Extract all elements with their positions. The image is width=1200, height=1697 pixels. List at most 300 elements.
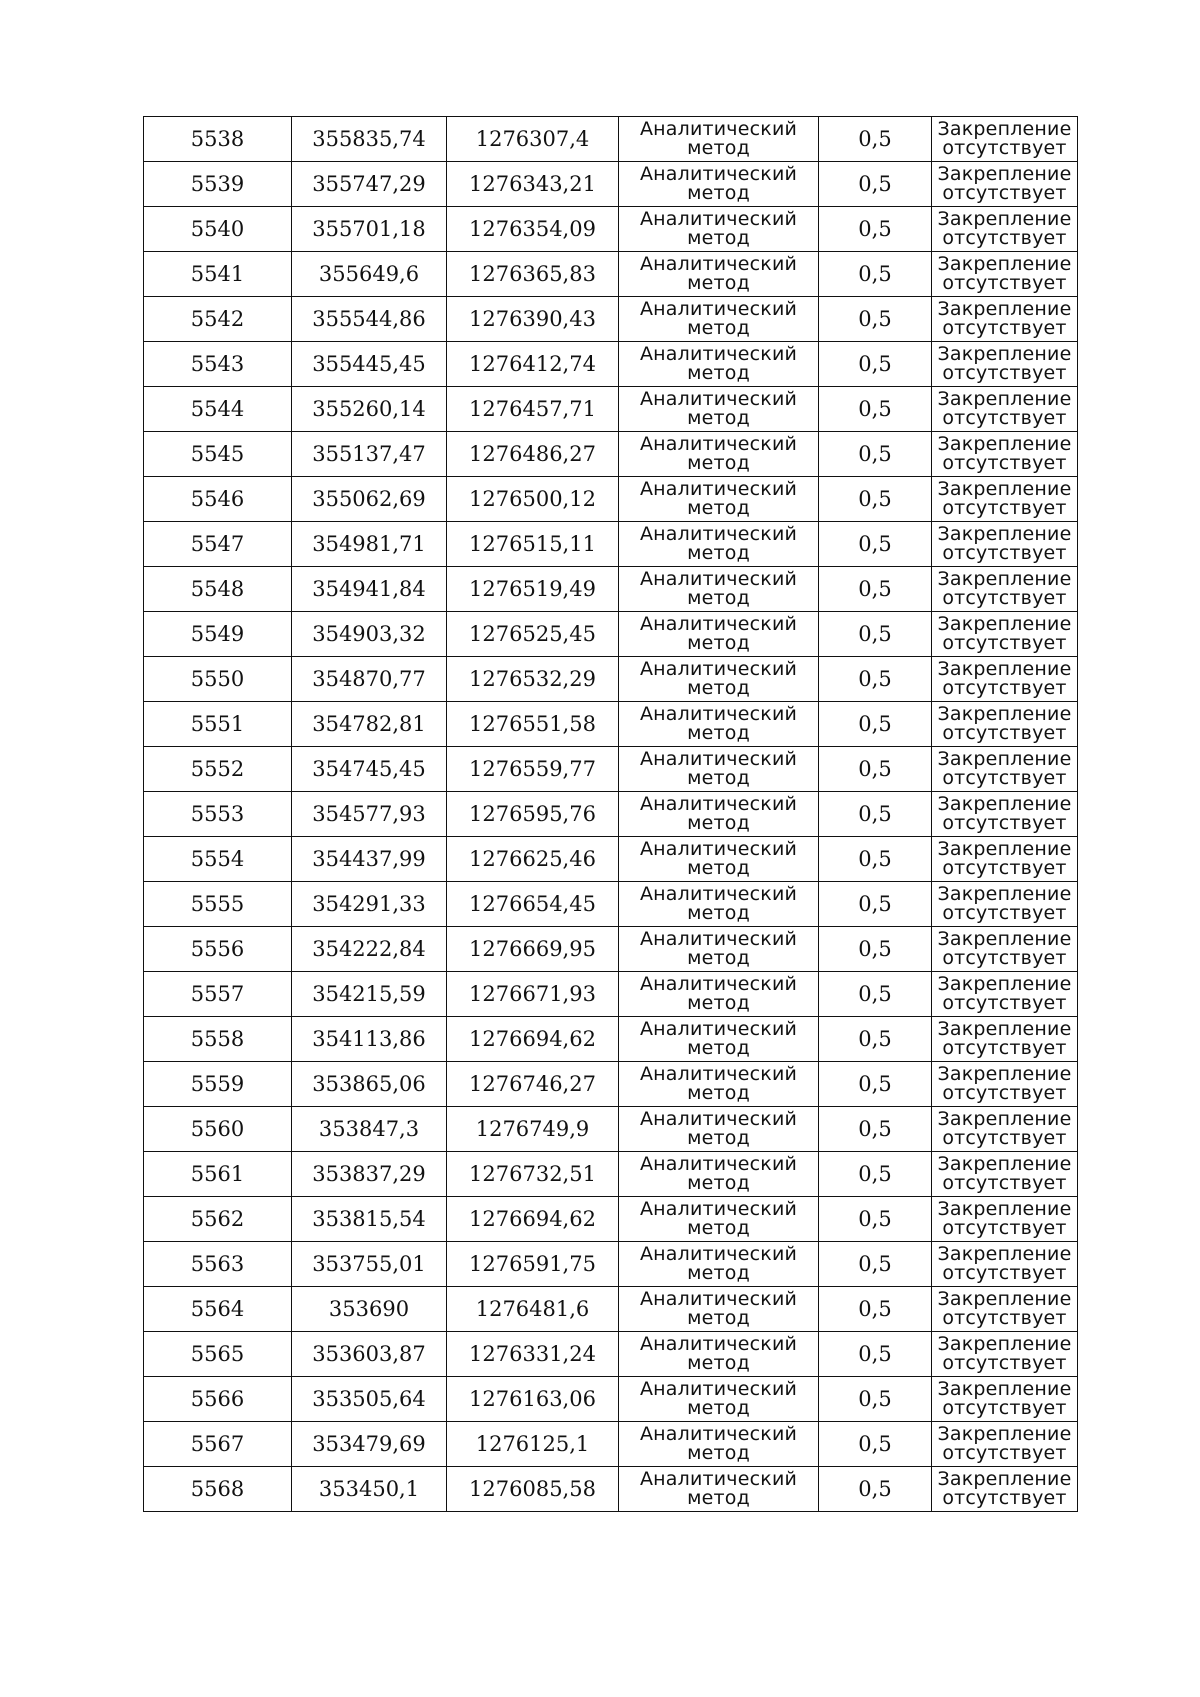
method-text: Аналитический: [639, 208, 798, 230]
table-row: [144, 387, 1078, 432]
x-coordinate-cell: 354782,81: [292, 702, 447, 747]
point-number-cell: 5561: [144, 1152, 292, 1197]
point-number-cell: 5568: [144, 1467, 292, 1512]
fixation-cell: [932, 612, 1078, 657]
accuracy-cell: 0,5: [819, 1197, 932, 1242]
method-cell: [619, 972, 819, 1017]
table-row: [144, 252, 1078, 297]
fixation-text: Закрепление: [937, 1153, 1072, 1175]
y-coordinate-cell: 1276163,06: [447, 1377, 619, 1422]
fixation-text: отсутствует: [942, 452, 1067, 474]
fixation-cell: [932, 297, 1078, 342]
method-cell: [619, 432, 819, 477]
table-row: [144, 117, 1078, 162]
x-coordinate-cell: 354437,99: [292, 837, 447, 882]
fixation-text: Закрепление: [937, 1378, 1072, 1400]
y-coordinate-cell: 1276519,49: [447, 567, 619, 612]
table-row: [144, 1197, 1078, 1242]
y-coordinate-cell: 1276331,24: [447, 1332, 619, 1377]
method-text: Аналитический: [639, 838, 798, 860]
table-row: [144, 207, 1078, 252]
fixation-cell: [932, 1017, 1078, 1062]
point-number-cell: 5546: [144, 477, 292, 522]
x-coordinate-cell: 355701,18: [292, 207, 447, 252]
x-coordinate-cell: 353690: [292, 1287, 447, 1332]
method-cell: [619, 1107, 819, 1152]
point-number-cell: 5544: [144, 387, 292, 432]
method-text: Аналитический: [639, 298, 798, 320]
fixation-cell: [932, 702, 1078, 747]
method-text: метод: [687, 902, 750, 924]
fixation-text: Закрепление: [937, 298, 1072, 320]
method-cell: [619, 612, 819, 657]
table-row: [144, 1287, 1078, 1332]
fixation-text: Закрепление: [937, 568, 1072, 590]
point-number-cell: 5545: [144, 432, 292, 477]
fixation-text: Закрепление: [937, 163, 1072, 185]
method-text: метод: [687, 1127, 750, 1149]
point-number-cell: 5550: [144, 657, 292, 702]
x-coordinate-cell: 353837,29: [292, 1152, 447, 1197]
point-number-cell: 5552: [144, 747, 292, 792]
fixation-cell: [932, 162, 1078, 207]
table-row: [144, 342, 1078, 387]
method-cell: [619, 207, 819, 252]
y-coordinate-cell: 1276365,83: [447, 252, 619, 297]
method-text: метод: [687, 722, 750, 744]
point-number-cell: 5554: [144, 837, 292, 882]
fixation-text: отсутствует: [942, 1037, 1067, 1059]
fixation-text: Закрепление: [937, 388, 1072, 410]
point-number-cell: 5560: [144, 1107, 292, 1152]
method-cell: [619, 387, 819, 432]
table-row: [144, 1017, 1078, 1062]
table-row: [144, 747, 1078, 792]
x-coordinate-cell: 353603,87: [292, 1332, 447, 1377]
method-text: Аналитический: [639, 163, 798, 185]
method-cell: [619, 297, 819, 342]
table-row: [144, 1467, 1078, 1512]
accuracy-cell: 0,5: [819, 1467, 932, 1512]
fixation-cell: [932, 387, 1078, 432]
accuracy-cell: 0,5: [819, 702, 932, 747]
accuracy-cell: 0,5: [819, 387, 932, 432]
fixation-text: Закрепление: [937, 208, 1072, 230]
y-coordinate-cell: 1276500,12: [447, 477, 619, 522]
method-cell: [619, 1242, 819, 1287]
fixation-cell: [932, 1242, 1078, 1287]
fixation-text: Закрепление: [937, 973, 1072, 995]
fixation-text: Закрепление: [937, 523, 1072, 545]
fixation-cell: [932, 252, 1078, 297]
table-row: [144, 522, 1078, 567]
point-number-cell: 5558: [144, 1017, 292, 1062]
fixation-text: Закрепление: [937, 658, 1072, 680]
x-coordinate-cell: 355445,45: [292, 342, 447, 387]
x-coordinate-cell: 354941,84: [292, 567, 447, 612]
accuracy-cell: 0,5: [819, 207, 932, 252]
fixation-text: отсутствует: [942, 677, 1067, 699]
table-row: [144, 972, 1078, 1017]
table-row: [144, 702, 1078, 747]
method-text: метод: [687, 182, 750, 204]
method-text: Аналитический: [639, 1198, 798, 1220]
x-coordinate-cell: 353450,1: [292, 1467, 447, 1512]
method-text: метод: [687, 407, 750, 429]
table-row: [144, 657, 1078, 702]
fixation-text: Закрепление: [937, 748, 1072, 770]
fixation-text: отсутствует: [942, 1217, 1067, 1239]
y-coordinate-cell: 1276749,9: [447, 1107, 619, 1152]
x-coordinate-cell: 355835,74: [292, 117, 447, 162]
fixation-cell: [932, 927, 1078, 972]
fixation-cell: [932, 792, 1078, 837]
method-text: метод: [687, 1037, 750, 1059]
x-coordinate-cell: 354222,84: [292, 927, 447, 972]
fixation-cell: [932, 117, 1078, 162]
method-cell: [619, 567, 819, 612]
fixation-text: отсутствует: [942, 1397, 1067, 1419]
table-row: [144, 567, 1078, 612]
point-number-cell: 5541: [144, 252, 292, 297]
fixation-text: отсутствует: [942, 542, 1067, 564]
method-cell: [619, 927, 819, 972]
x-coordinate-cell: 354577,93: [292, 792, 447, 837]
fixation-text: Закрепление: [937, 1333, 1072, 1355]
fixation-cell: [932, 1197, 1078, 1242]
y-coordinate-cell: 1276390,43: [447, 297, 619, 342]
table-row: [144, 297, 1078, 342]
accuracy-cell: 0,5: [819, 1377, 932, 1422]
point-number-cell: 5538: [144, 117, 292, 162]
coordinates-table-body: [144, 117, 1078, 1512]
method-text: Аналитический: [639, 883, 798, 905]
accuracy-cell: 0,5: [819, 567, 932, 612]
method-text: метод: [687, 362, 750, 384]
method-text: метод: [687, 767, 750, 789]
x-coordinate-cell: 355649,6: [292, 252, 447, 297]
fixation-text: отсутствует: [942, 632, 1067, 654]
method-text: Аналитический: [639, 253, 798, 275]
fixation-cell: [932, 342, 1078, 387]
accuracy-cell: 0,5: [819, 927, 932, 972]
point-number-cell: 5539: [144, 162, 292, 207]
fixation-text: отсутствует: [942, 722, 1067, 744]
fixation-text: Закрепление: [937, 1063, 1072, 1085]
y-coordinate-cell: 1276669,95: [447, 927, 619, 972]
accuracy-cell: 0,5: [819, 1062, 932, 1107]
method-cell: [619, 477, 819, 522]
method-text: Аналитический: [639, 568, 798, 590]
fixation-text: Закрепление: [937, 1288, 1072, 1310]
method-text: метод: [687, 1172, 750, 1194]
method-text: Аналитический: [639, 1378, 798, 1400]
fixation-cell: [932, 1107, 1078, 1152]
method-text: Аналитический: [639, 478, 798, 500]
accuracy-cell: 0,5: [819, 1017, 932, 1062]
fixation-text: Закрепление: [937, 118, 1072, 140]
fixation-text: отсутствует: [942, 1082, 1067, 1104]
fixation-text: отсутствует: [942, 137, 1067, 159]
method-text: Аналитический: [639, 388, 798, 410]
y-coordinate-cell: 1276486,27: [447, 432, 619, 477]
method-text: метод: [687, 497, 750, 519]
fixation-text: Закрепление: [937, 1018, 1072, 1040]
accuracy-cell: 0,5: [819, 612, 932, 657]
method-text: метод: [687, 1307, 750, 1329]
fixation-text: Закрепление: [937, 478, 1072, 500]
y-coordinate-cell: 1276085,58: [447, 1467, 619, 1512]
method-text: метод: [687, 1352, 750, 1374]
method-cell: [619, 1332, 819, 1377]
fixation-text: отсутствует: [942, 767, 1067, 789]
method-text: Аналитический: [639, 1153, 798, 1175]
point-number-cell: 5563: [144, 1242, 292, 1287]
method-text: метод: [687, 1442, 750, 1464]
fixation-text: Закрепление: [937, 613, 1072, 635]
method-text: метод: [687, 227, 750, 249]
method-text: Аналитический: [639, 973, 798, 995]
table-row: [144, 162, 1078, 207]
accuracy-cell: 0,5: [819, 252, 932, 297]
fixation-cell: [932, 747, 1078, 792]
fixation-text: отсутствует: [942, 497, 1067, 519]
point-number-cell: 5547: [144, 522, 292, 567]
y-coordinate-cell: 1276595,76: [447, 792, 619, 837]
table-row: [144, 1107, 1078, 1152]
fixation-text: Закрепление: [937, 1108, 1072, 1130]
x-coordinate-cell: 354215,59: [292, 972, 447, 1017]
accuracy-cell: 0,5: [819, 882, 932, 927]
accuracy-cell: 0,5: [819, 1152, 932, 1197]
fixation-text: отсутствует: [942, 407, 1067, 429]
fixation-text: отсутствует: [942, 1172, 1067, 1194]
x-coordinate-cell: 353815,54: [292, 1197, 447, 1242]
method-cell: [619, 522, 819, 567]
table-row: [144, 477, 1078, 522]
method-text: метод: [687, 1217, 750, 1239]
table-row: [144, 927, 1078, 972]
method-cell: [619, 837, 819, 882]
accuracy-cell: 0,5: [819, 837, 932, 882]
method-cell: [619, 1197, 819, 1242]
y-coordinate-cell: 1276671,93: [447, 972, 619, 1017]
method-cell: [619, 1017, 819, 1062]
method-text: Аналитический: [639, 1108, 798, 1130]
fixation-cell: [932, 1377, 1078, 1422]
y-coordinate-cell: 1276481,6: [447, 1287, 619, 1332]
y-coordinate-cell: 1276457,71: [447, 387, 619, 432]
method-text: метод: [687, 1397, 750, 1419]
point-number-cell: 5556: [144, 927, 292, 972]
point-number-cell: 5555: [144, 882, 292, 927]
x-coordinate-cell: 353865,06: [292, 1062, 447, 1107]
method-text: Аналитический: [639, 433, 798, 455]
fixation-cell: [932, 1467, 1078, 1512]
y-coordinate-cell: 1276307,4: [447, 117, 619, 162]
method-text: метод: [687, 947, 750, 969]
fixation-cell: [932, 882, 1078, 927]
table-row: [144, 612, 1078, 657]
y-coordinate-cell: 1276525,45: [447, 612, 619, 657]
method-text: Аналитический: [639, 748, 798, 770]
accuracy-cell: 0,5: [819, 747, 932, 792]
fixation-cell: [932, 432, 1078, 477]
method-text: Аналитический: [639, 658, 798, 680]
fixation-text: отсутствует: [942, 992, 1067, 1014]
y-coordinate-cell: 1276694,62: [447, 1017, 619, 1062]
fixation-cell: [932, 1062, 1078, 1107]
table-row: [144, 1332, 1078, 1377]
method-text: метод: [687, 857, 750, 879]
method-text: Аналитический: [639, 1018, 798, 1040]
method-text: метод: [687, 632, 750, 654]
point-number-cell: 5559: [144, 1062, 292, 1107]
fixation-text: отсутствует: [942, 272, 1067, 294]
fixation-text: Закрепление: [937, 1243, 1072, 1265]
accuracy-cell: 0,5: [819, 1332, 932, 1377]
accuracy-cell: 0,5: [819, 117, 932, 162]
table-row: [144, 1242, 1078, 1287]
fixation-text: отсутствует: [942, 362, 1067, 384]
accuracy-cell: 0,5: [819, 972, 932, 1017]
method-text: метод: [687, 1262, 750, 1284]
accuracy-cell: 0,5: [819, 522, 932, 567]
method-text: Аналитический: [639, 118, 798, 140]
method-text: Аналитический: [639, 1063, 798, 1085]
table-row: [144, 1062, 1078, 1107]
x-coordinate-cell: 353479,69: [292, 1422, 447, 1467]
fixation-text: Закрепление: [937, 253, 1072, 275]
fixation-text: отсутствует: [942, 1352, 1067, 1374]
method-cell: [619, 162, 819, 207]
point-number-cell: 5551: [144, 702, 292, 747]
method-text: метод: [687, 272, 750, 294]
y-coordinate-cell: 1276532,29: [447, 657, 619, 702]
x-coordinate-cell: 355544,86: [292, 297, 447, 342]
y-coordinate-cell: 1276343,21: [447, 162, 619, 207]
method-text: метод: [687, 587, 750, 609]
y-coordinate-cell: 1276551,58: [447, 702, 619, 747]
method-cell: [619, 882, 819, 927]
point-number-cell: 5562: [144, 1197, 292, 1242]
fixation-text: Закрепление: [937, 928, 1072, 950]
fixation-text: отсутствует: [942, 857, 1067, 879]
method-text: метод: [687, 1082, 750, 1104]
method-text: Аналитический: [639, 523, 798, 545]
x-coordinate-cell: 354291,33: [292, 882, 447, 927]
method-text: метод: [687, 542, 750, 564]
point-number-cell: 5543: [144, 342, 292, 387]
fixation-text: отсутствует: [942, 1127, 1067, 1149]
y-coordinate-cell: 1276654,45: [447, 882, 619, 927]
method-text: Аналитический: [639, 1243, 798, 1265]
point-number-cell: 5564: [144, 1287, 292, 1332]
y-coordinate-cell: 1276732,51: [447, 1152, 619, 1197]
accuracy-cell: 0,5: [819, 297, 932, 342]
point-number-cell: 5565: [144, 1332, 292, 1377]
method-text: метод: [687, 317, 750, 339]
method-text: Аналитический: [639, 703, 798, 725]
y-coordinate-cell: 1276746,27: [447, 1062, 619, 1107]
table-row: [144, 837, 1078, 882]
method-cell: [619, 657, 819, 702]
method-text: метод: [687, 1487, 750, 1509]
x-coordinate-cell: 354903,32: [292, 612, 447, 657]
fixation-text: отсутствует: [942, 1262, 1067, 1284]
fixation-text: Закрепление: [937, 433, 1072, 455]
fixation-cell: [932, 477, 1078, 522]
table-row: [144, 792, 1078, 837]
method-text: метод: [687, 137, 750, 159]
fixation-text: Закрепление: [937, 1468, 1072, 1490]
y-coordinate-cell: 1276125,1: [447, 1422, 619, 1467]
x-coordinate-cell: 354745,45: [292, 747, 447, 792]
y-coordinate-cell: 1276694,62: [447, 1197, 619, 1242]
x-coordinate-cell: 353755,01: [292, 1242, 447, 1287]
x-coordinate-cell: 355137,47: [292, 432, 447, 477]
table-row: [144, 882, 1078, 927]
method-text: Аналитический: [639, 1288, 798, 1310]
x-coordinate-cell: 354113,86: [292, 1017, 447, 1062]
method-text: метод: [687, 452, 750, 474]
fixation-text: Закрепление: [937, 703, 1072, 725]
accuracy-cell: 0,5: [819, 792, 932, 837]
point-number-cell: 5540: [144, 207, 292, 252]
x-coordinate-cell: 354870,77: [292, 657, 447, 702]
method-text: Аналитический: [639, 1333, 798, 1355]
fixation-text: отсутствует: [942, 227, 1067, 249]
fixation-text: отсутствует: [942, 1487, 1067, 1509]
fixation-cell: [932, 1422, 1078, 1467]
fixation-text: Закрепление: [937, 793, 1072, 815]
method-cell: [619, 1152, 819, 1197]
fixation-text: отсутствует: [942, 587, 1067, 609]
x-coordinate-cell: 355260,14: [292, 387, 447, 432]
fixation-text: Закрепление: [937, 343, 1072, 365]
method-cell: [619, 1377, 819, 1422]
fixation-cell: [932, 207, 1078, 252]
method-text: Аналитический: [639, 1468, 798, 1490]
method-cell: [619, 792, 819, 837]
x-coordinate-cell: 353505,64: [292, 1377, 447, 1422]
y-coordinate-cell: 1276412,74: [447, 342, 619, 387]
table-row: [144, 1152, 1078, 1197]
point-number-cell: 5548: [144, 567, 292, 612]
method-cell: [619, 747, 819, 792]
table-row: [144, 1422, 1078, 1467]
y-coordinate-cell: 1276354,09: [447, 207, 619, 252]
x-coordinate-cell: 353847,3: [292, 1107, 447, 1152]
table-row: [144, 432, 1078, 477]
fixation-text: отсутствует: [942, 812, 1067, 834]
method-text: Аналитический: [639, 793, 798, 815]
fixation-text: Закрепление: [937, 1423, 1072, 1445]
y-coordinate-cell: 1276591,75: [447, 1242, 619, 1287]
accuracy-cell: 0,5: [819, 657, 932, 702]
method-cell: [619, 1422, 819, 1467]
fixation-cell: [932, 522, 1078, 567]
accuracy-cell: 0,5: [819, 1287, 932, 1332]
method-cell: [619, 702, 819, 747]
fixation-text: отсутствует: [942, 317, 1067, 339]
accuracy-cell: 0,5: [819, 1422, 932, 1467]
accuracy-cell: 0,5: [819, 432, 932, 477]
point-number-cell: 5553: [144, 792, 292, 837]
method-cell: [619, 1062, 819, 1107]
table-row: [144, 1377, 1078, 1422]
point-number-cell: 5567: [144, 1422, 292, 1467]
